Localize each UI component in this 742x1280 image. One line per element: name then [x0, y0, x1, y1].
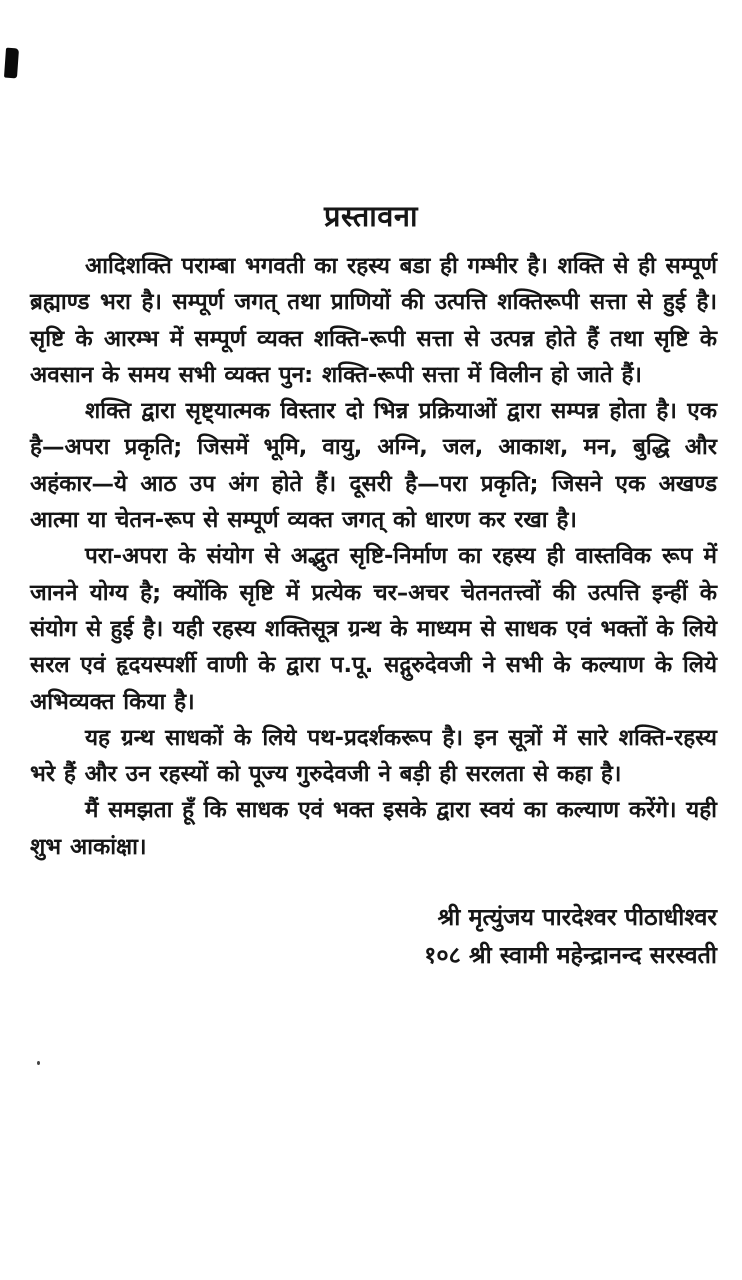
signature-line-1: श्री मृत्युंजय पारदेश्वर पीठाधीश्वर [437, 903, 717, 931]
scan-ink-artifact [4, 48, 19, 79]
scan-dot-artifact [37, 1061, 40, 1065]
paragraph-4: यह ग्रन्थ साधकों के लिये पथ-प्रदर्शकरूप है। इन सूत्रों में सारे शक्ति-रहस्य भरे हैं और उन रहस्यों को पूज्य गुरुदेवजी ने बड़ी ही सरलता से कहा है। [30, 724, 717, 788]
paragraph-1: आदिशक्ति पराम्बा भगवती का रहस्य बडा ही गम्भीर है। शक्ति से ही सम्पूर्ण ब्रह्माण्ड भरा है। सम्पूर्ण जगत् तथा प्राणियों की उत्पत्ति शक्तिरूपी सत्ता से हुई है। सृष्टि के आरम्भ में सम्पूर्ण व्यक्त शक्ति-रूपी सत्ता से उत्पन्न होते हैं तथा सृष्टि के अवसान के समय सभी व्यक्त पुन: शक्ति-रूपी सत्ता में विलीन हो जाते हैं। [30, 253, 717, 388]
paragraph-2: शक्ति द्वारा सृष्ट्यात्मक विस्तार दो भिन्न प्रक्रियाओं द्वारा सम्पन्न होता है। एक है—अपरा प्रकृति; जिसमें भूमि, वायु, अग्नि, जल, आकाश, मन, बुद्धि और अहंकार—ये आठ उप अंग होते हैं। दूसरी है—परा प्रकृति; जिसने एक अखण्ड आत्मा या चेतन-रूप से सम्पूर्ण व्यक्त जगत् को धारण कर रखा है। [30, 398, 717, 534]
signature-line-2: १०८ श्री स्वामी महेन्द्रानन्द सरस्वती [424, 941, 717, 969]
paragraph-3: परा-अपरा के संयोग से अद्भुत सृष्टि-निर्माण का रहस्य ही वास्तविक रूप में जानने योग्य है; क्योंकि सृष्टि में प्रत्येक चर–अचर चेतनतत्त्वों की उत्पत्ति इन्हीं के संयोग से हुई है। यही रहस्य शक्तिसूत्र ग्रन्थ के माध्यम से साधक एवं भक्तों के लिये सरल एवं हृदयस्पर्शी वाणी के द्वारा प.पू. सद्गुरुदेवजी ने सभी के कल्याण के लिये अभिव्यक्त किया है। [30, 543, 717, 715]
preface-body [30, 248, 717, 865]
signature-block [30, 898, 717, 974]
paragraph-5: मैं समझता हूँ कि साधक एवं भक्त इसके द्वारा स्वयं का कल्याण करेंगे। यही शुभ आकांक्षा। [30, 797, 717, 860]
page-title: प्रस्तावना [323, 199, 419, 233]
